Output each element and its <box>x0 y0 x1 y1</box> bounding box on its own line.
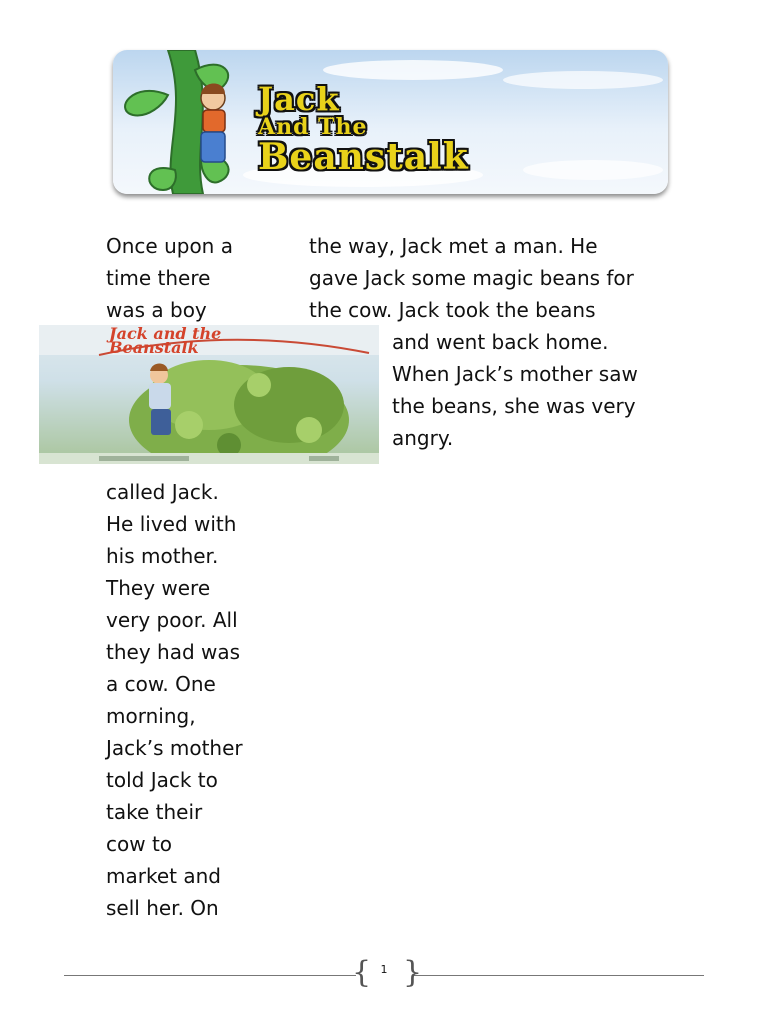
text-line: He lived with <box>106 512 237 536</box>
story-column-2-top <box>309 230 634 326</box>
text-line: his mother. <box>106 544 219 568</box>
text-line: the way, Jack met a man. He <box>309 234 598 258</box>
text-line: They were <box>106 576 211 600</box>
text-line: told Jack to <box>106 768 218 792</box>
text-line: very poor. All <box>106 608 238 632</box>
footer-divider-left <box>64 975 356 976</box>
story-column-1-top <box>106 230 233 326</box>
text-line: the beans, she was very <box>392 394 636 418</box>
banner-title-beanstalk: Beanstalk <box>258 136 469 178</box>
text-line: a cow. One <box>106 672 216 696</box>
text-line: and went back home. <box>392 330 609 354</box>
cover-title <box>109 327 221 355</box>
cover-title-line-1: Jack and the <box>109 325 222 343</box>
banner-title-jack: Jack <box>258 80 340 118</box>
text-line: When Jack’s mother saw <box>392 362 638 386</box>
cover-title-line-2: Beanstalk <box>109 338 199 357</box>
title-banner <box>113 50 668 194</box>
text-line: the cow. Jack took the beans <box>309 298 596 322</box>
story-column-1-bottom <box>106 476 243 924</box>
text-line: angry. <box>392 426 454 450</box>
text-line: take their <box>106 800 203 824</box>
book-cover-image <box>39 325 379 464</box>
page-number: 1 <box>380 963 388 976</box>
text-line: market and <box>106 864 221 888</box>
text-line: called Jack. <box>106 480 219 504</box>
text-line: sell her. On <box>106 896 219 920</box>
text-line: Once upon a <box>106 234 233 258</box>
text-line: gave Jack some magic beans for <box>309 266 634 290</box>
footer-divider-right <box>412 975 704 976</box>
text-line: they had was <box>106 640 241 664</box>
text-line: Jack’s mother <box>106 736 243 760</box>
story-column-2-bottom <box>392 326 638 454</box>
text-line: was a boy <box>106 298 207 322</box>
text-line: morning, <box>106 704 196 728</box>
right-brace-icon: } <box>403 955 423 990</box>
text-line: cow to <box>106 832 173 856</box>
banner-title-and-the: And The <box>258 114 368 140</box>
text-line: time there <box>106 266 211 290</box>
left-brace-icon: { <box>352 955 372 990</box>
